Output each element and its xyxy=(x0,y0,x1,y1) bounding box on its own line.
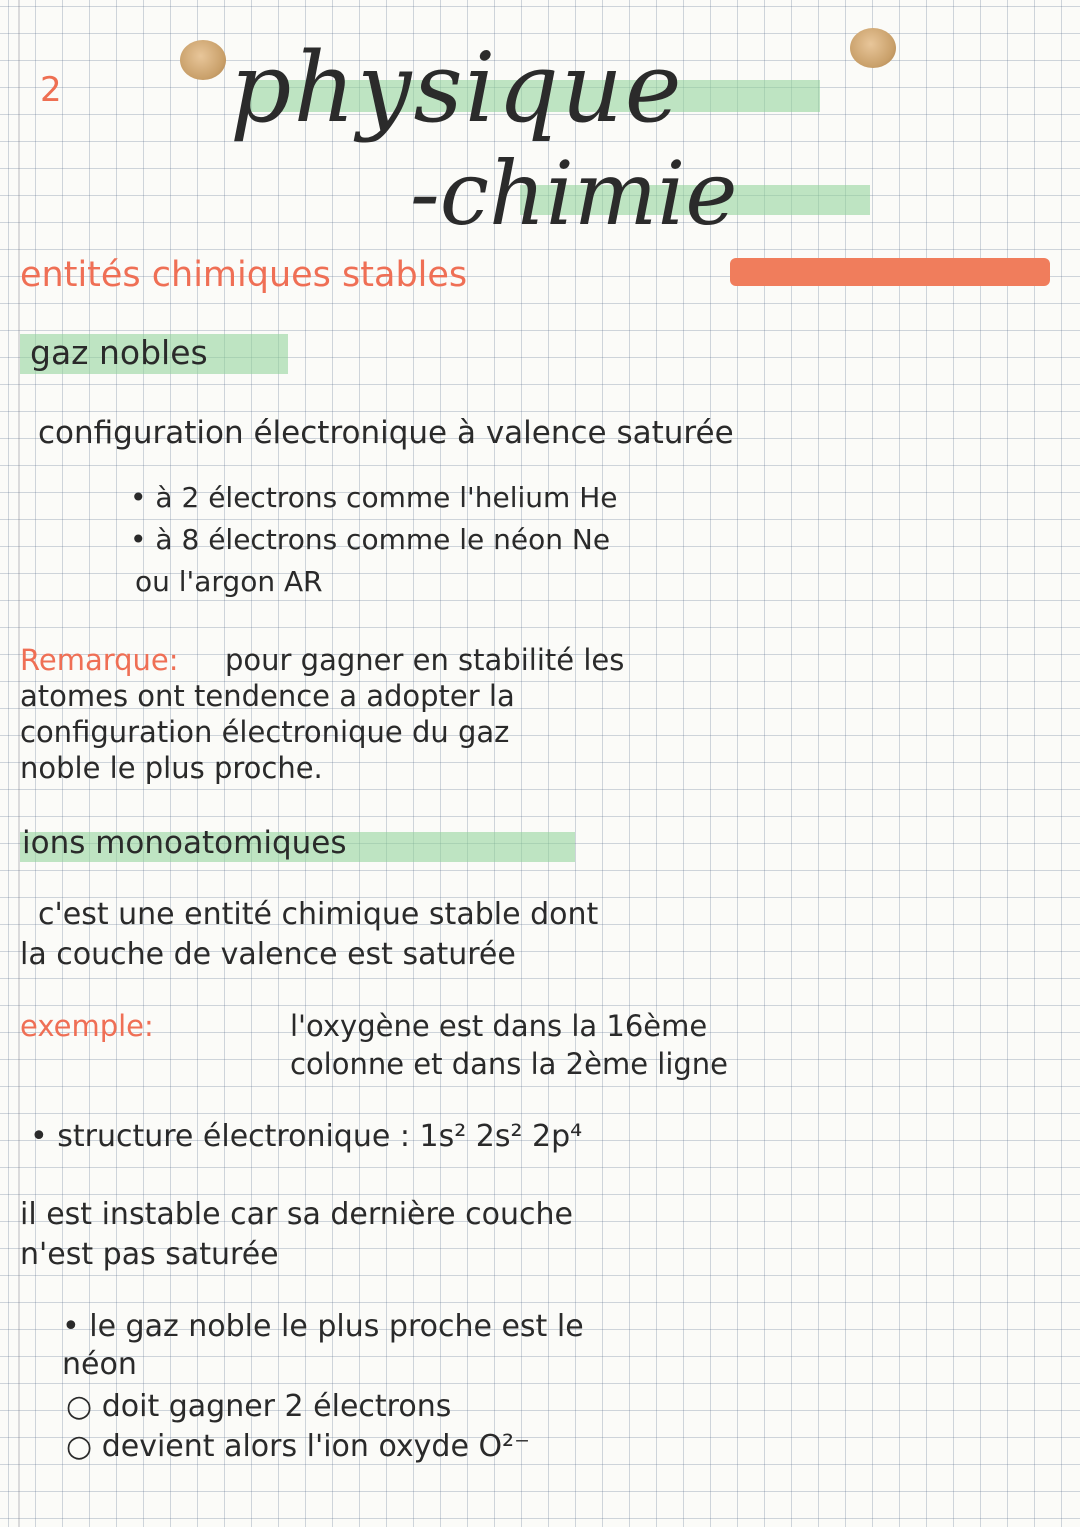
remark-label: Remarque: xyxy=(20,643,179,677)
remark-line-3: configuration électronique du gaz xyxy=(20,715,510,749)
noble-gases-bullet-2: • à 8 électrons comme le néon Ne xyxy=(130,523,611,556)
noble-gases-definition: configuration électronique à valence saturée xyxy=(38,415,734,451)
binder-hole-right xyxy=(850,28,896,68)
binder-hole-left xyxy=(180,40,226,80)
conclusion-line-3: ○ doit gagner 2 électrons xyxy=(66,1389,452,1424)
noble-gases-heading: gaz nobles xyxy=(30,333,208,372)
ions-definition-line-2: la couche de valence est saturée xyxy=(20,937,516,972)
ions-definition-line-1: c'est une entité chimique stable dont xyxy=(38,897,599,932)
electronic-structure: • structure électronique : 1s² 2s² 2p⁴ xyxy=(30,1119,583,1154)
noble-gases-bullet-3: ou l'argon AR xyxy=(135,565,323,598)
conclusion-line-1: • le gaz noble le plus proche est le xyxy=(62,1309,584,1344)
conclusion-line-2: néon xyxy=(62,1347,137,1382)
ions-heading: ions monoatomiques xyxy=(22,825,347,861)
remark-line-2: atomes ont tendence a adopter la xyxy=(20,679,515,713)
title-line-2: -chimie xyxy=(410,142,738,245)
page-number: 2 xyxy=(40,70,62,110)
section-title: entités chimiques stables xyxy=(20,255,468,295)
noble-gases-bullet-1: • à 2 électrons comme l'helium He xyxy=(130,481,618,514)
title-line-1: physique xyxy=(230,32,684,144)
example-line-1: l'oxygène est dans la 16ème xyxy=(290,1009,708,1043)
remark-line-1: pour gagner en stabilité les xyxy=(225,643,625,677)
conclusion-line-4: ○ devient alors l'ion oxyde O²⁻ xyxy=(66,1429,530,1464)
remark-line-4: noble le plus proche. xyxy=(20,751,323,785)
example-line-2: colonne et dans la 2ème ligne xyxy=(290,1047,729,1081)
example-label: exemple: xyxy=(20,1009,154,1043)
instability-line-2: n'est pas saturée xyxy=(20,1237,279,1272)
section-title-marker xyxy=(730,258,1050,286)
instability-line-1: il est instable car sa dernière couche xyxy=(20,1197,573,1232)
